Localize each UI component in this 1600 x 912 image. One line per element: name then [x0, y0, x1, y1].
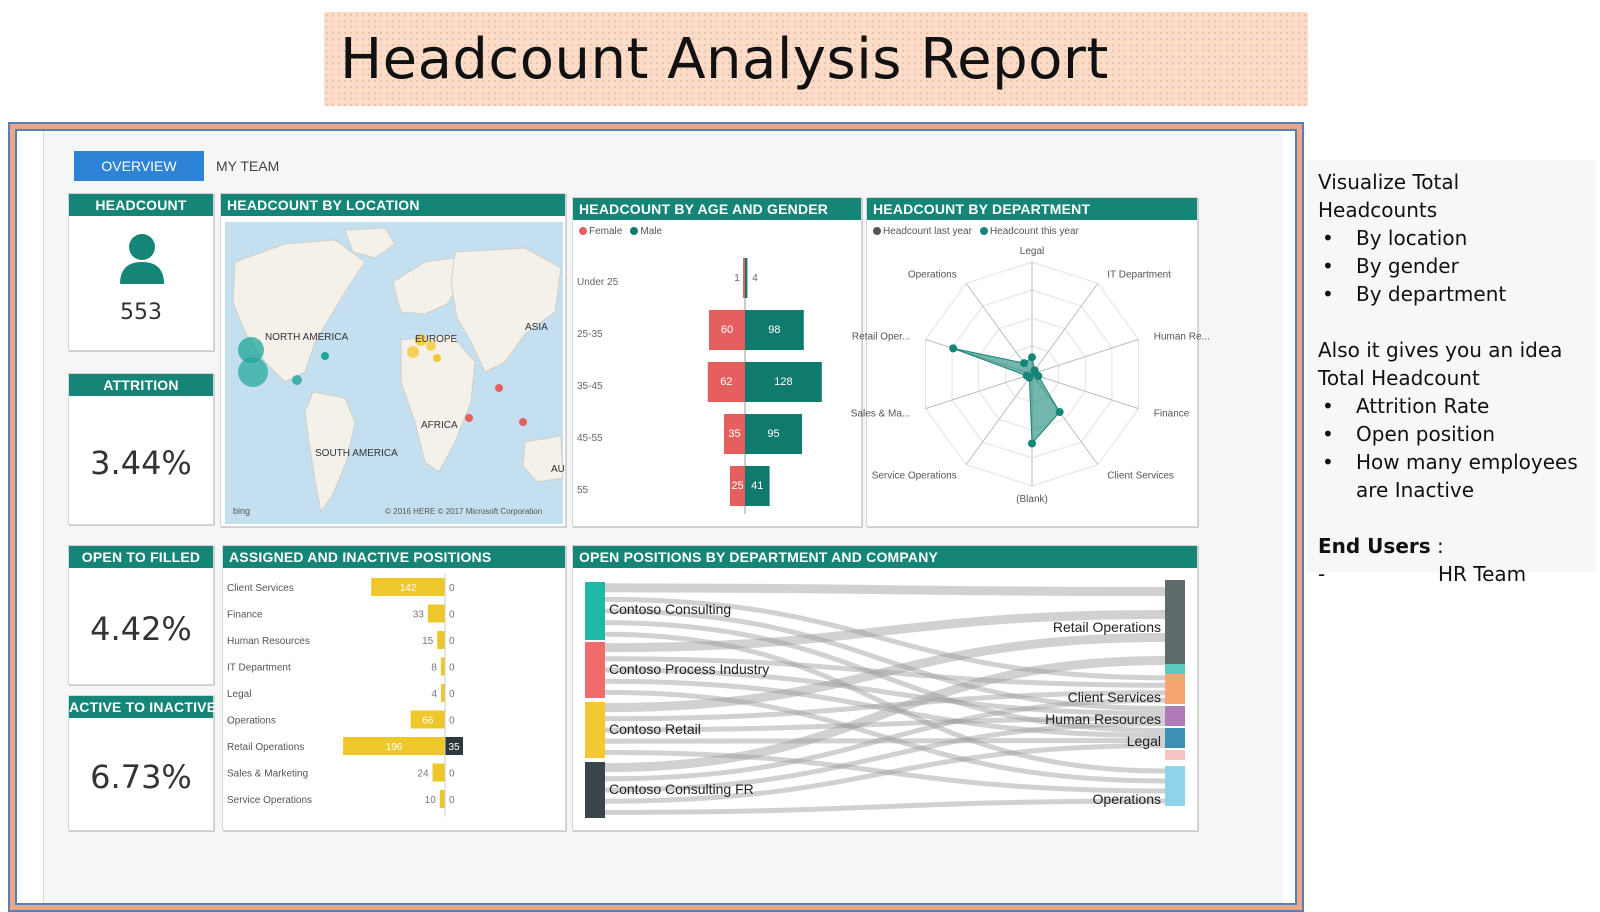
radar-point: [1020, 359, 1028, 367]
radar-spoke: [1032, 283, 1098, 374]
dashboard-frame-inner: [15, 129, 1297, 905]
radar-axis-label: IT Department: [1107, 269, 1171, 281]
notes-list-2: [1318, 392, 1584, 504]
radar-axis-label: Legal: [1019, 246, 1045, 257]
attrition-value: 3.44%: [90, 444, 192, 482]
region-label-europe: EUROPE: [415, 334, 458, 345]
region-label-au: AU: [551, 464, 565, 475]
assigned-value-label: 196: [385, 742, 403, 753]
radar-point: [1028, 353, 1036, 361]
assigned-value-label: 10: [424, 795, 436, 806]
notes-line-3: Total Headcount: [1318, 366, 1480, 390]
radar-point: [1056, 408, 1064, 416]
age-gender-card: [572, 197, 862, 527]
legend-last-year-label: Headcount last year: [883, 226, 972, 237]
position-category-label: Finance: [227, 609, 263, 621]
sankey-card: [572, 545, 1198, 831]
location-header: HEADCOUNT BY LOCATION: [221, 194, 565, 216]
male-value-label: 98: [768, 324, 781, 336]
radar-axis-label: Sales & Ma...: [850, 408, 911, 420]
sankey-right-node: [1165, 580, 1185, 672]
sankey-left-label: Contoso Process Industry: [609, 661, 770, 677]
region-label-asia: ASIA: [525, 322, 548, 333]
radar-axis-label: Human Re...: [1153, 331, 1210, 343]
page-title: Headcount Analysis Report: [340, 26, 1109, 92]
open-to-filled-header: OPEN TO FILLED: [69, 546, 213, 568]
inactive-value-label: 0: [449, 768, 455, 780]
active-to-inactive-value: 6.73%: [90, 758, 192, 796]
male-value-label: 4: [752, 273, 758, 284]
sankey-left-node: [585, 582, 605, 640]
end-users-line: [1318, 532, 1584, 560]
inactive-value-label: 0: [449, 689, 455, 700]
position-category-label: Retail Operations: [227, 742, 305, 753]
radar-axis-label: (Blank): [1016, 494, 1048, 505]
legend-this-year-label: Headcount this year: [989, 226, 1079, 237]
notes-heading: Visualize Total Headcounts: [1318, 170, 1460, 222]
tab-overview[interactable]: OVERVIEW: [74, 151, 204, 181]
dashboard-frame: [8, 122, 1304, 912]
positions-header: ASSIGNED AND INACTIVE POSITIONS: [223, 546, 565, 568]
department-radar-chart[interactable]: [850, 234, 1210, 524]
region-label-south-america: SOUTH AMERICA: [315, 448, 398, 459]
sankey-left-node: [585, 762, 605, 818]
sankey-right-node: [1165, 766, 1185, 806]
inactive-value-label: 0: [449, 715, 455, 727]
assigned-bar: [433, 764, 445, 782]
position-category-label: Client Services: [227, 583, 294, 594]
position-category-label: Human Resources: [227, 636, 310, 647]
inactive-value-label: 35: [448, 742, 460, 753]
sankey-left-label: Contoso Consulting: [609, 601, 732, 617]
notes-list-1: [1318, 224, 1584, 308]
sankey-right-node-small: [1165, 664, 1185, 674]
notes-item: • How many employees are Inactive: [1318, 448, 1584, 504]
radar-axis-label: Operations: [907, 269, 957, 281]
headcount-header: HEADCOUNT: [69, 194, 213, 216]
notes-item: • Open position: [1318, 420, 1584, 448]
male-bar: [745, 258, 747, 298]
sankey-right-node: [1165, 674, 1185, 704]
age-category-label: Under 25: [577, 277, 619, 288]
assigned-value-label: 33: [412, 609, 424, 621]
radar-series-this-year: [953, 348, 1059, 443]
sankey-left-label: Contoso Retail: [609, 721, 701, 737]
age-gender-chart[interactable]: [573, 234, 861, 524]
radar-point: [1034, 372, 1042, 380]
radar-point: [1028, 439, 1036, 447]
headcount-value: 553: [120, 300, 162, 325]
end-users-team-name: HR Team: [1438, 562, 1527, 586]
female-value-label: 1: [734, 273, 740, 284]
sankey-right-label: Client Services: [1067, 689, 1161, 705]
notes-line-2: Also it gives you an idea: [1318, 338, 1563, 362]
legend-male-label: Male: [640, 226, 663, 237]
attrition-card: [68, 373, 214, 525]
sankey-right-node-small: [1165, 750, 1185, 760]
female-value-label: 35: [728, 428, 741, 440]
assigned-bar: [437, 631, 445, 649]
assigned-value-label: 4: [431, 689, 437, 700]
tab-bar: [74, 151, 291, 181]
inactive-value-label: 0: [449, 795, 455, 806]
end-users-label: End Users: [1318, 534, 1431, 558]
notes-item: • By location: [1318, 224, 1584, 252]
male-value-label: 95: [767, 428, 780, 440]
assigned-bar: [441, 684, 445, 702]
active-to-inactive-header: ACTIVE TO INACTIVE: [69, 696, 213, 718]
assigned-value-label: 24: [417, 768, 429, 780]
sankey-right-label: Operations: [1092, 791, 1161, 807]
sankey-flow: [605, 588, 1165, 592]
inactive-value-label: 0: [449, 609, 455, 621]
legend-female-label: Female: [589, 226, 623, 237]
age-gender-header: HEADCOUNT BY AGE AND GENDER: [573, 198, 861, 220]
position-category-label: Sales & Marketing: [227, 768, 309, 780]
side-notes: [1306, 160, 1596, 586]
positions-card: [222, 545, 566, 831]
tab-my-team[interactable]: MY TEAM: [216, 158, 280, 174]
inactive-value-label: 0: [449, 662, 455, 674]
radar-axis-label: Client Services: [1107, 470, 1174, 482]
position-category-label: Legal: [227, 689, 252, 700]
female-value-label: 62: [720, 376, 733, 388]
position-category-label: Operations: [227, 715, 276, 727]
male-value-label: 41: [751, 480, 764, 492]
inactive-value-label: 0: [449, 636, 455, 647]
active-to-inactive-card: [68, 695, 217, 831]
open-to-filled-card: [68, 545, 214, 685]
age-category-label: 35-45: [577, 381, 603, 392]
assigned-bar: [440, 790, 445, 808]
sankey-chart[interactable]: [573, 570, 1197, 828]
assigned-value-label: 142: [399, 583, 417, 594]
world-map[interactable]: [225, 222, 563, 524]
sankey-right-label: Human Resources: [1045, 711, 1161, 727]
report-canvas: [43, 131, 1283, 903]
sankey-left-node: [585, 642, 605, 698]
sankey-header: OPEN POSITIONS BY DEPARTMENT AND COMPANY: [573, 546, 1197, 568]
map-attribution: © 2016 HERE © 2017 Microsoft Corporation: [385, 507, 543, 516]
end-users-dash: -: [1318, 562, 1326, 586]
sankey-right-node: [1165, 728, 1185, 748]
radar-axis-label: Retail Oper...: [851, 331, 911, 343]
department-card: [850, 197, 1210, 527]
headcount-card: [68, 193, 214, 351]
female-bar: [743, 258, 745, 298]
radar-axis-label: Finance: [1153, 408, 1190, 420]
sankey-right-label: Legal: [1126, 733, 1161, 749]
sankey-left-node: [585, 702, 605, 758]
radar-spoke: [966, 374, 1032, 465]
sankey-flow: [605, 801, 1165, 812]
sankey-right-label: Retail Operations: [1052, 619, 1161, 635]
positions-chart[interactable]: [223, 570, 565, 828]
age-category-label: 45-55: [577, 433, 603, 444]
region-label-north-america: NORTH AMERICA: [265, 332, 349, 343]
position-category-label: IT Department: [227, 662, 291, 674]
male-value-label: 128: [774, 376, 793, 388]
assigned-value-label: 15: [422, 636, 434, 647]
sankey-left-label: Contoso Consulting FR: [609, 781, 754, 797]
notes-item: • By gender: [1318, 252, 1584, 280]
attrition-header: ATTRITION: [69, 374, 213, 396]
location-card: [220, 193, 566, 527]
assigned-bar: [428, 605, 445, 623]
end-users-team: [1318, 560, 1584, 588]
position-category-label: Service Operations: [227, 795, 313, 806]
notes-item: • By department: [1318, 280, 1584, 308]
assigned-value-label: 66: [422, 715, 434, 727]
sankey-right-node: [1165, 706, 1185, 726]
department-header: HEADCOUNT BY DEPARTMENT: [867, 198, 1197, 220]
open-to-filled-value: 4.42%: [90, 610, 192, 648]
radar-point: [949, 344, 957, 352]
age-category-label: 25-35: [577, 329, 603, 340]
female-value-label: 25: [731, 480, 744, 492]
female-value-label: 60: [720, 324, 734, 336]
age-category-label: 55: [577, 485, 589, 496]
title-banner: [324, 12, 1308, 106]
inactive-value-label: 0: [449, 583, 455, 594]
radar-axis-label: Service Operations: [871, 470, 957, 482]
notes-item: • Attrition Rate: [1318, 392, 1584, 420]
assigned-value-label: 8: [431, 662, 437, 674]
region-label-africa: AFRICA: [421, 420, 458, 431]
map-logo: bing: [233, 506, 251, 516]
radar-point: [1023, 372, 1031, 380]
person-icon: [117, 232, 167, 286]
assigned-bar: [441, 658, 445, 676]
end-users-sep: :: [1430, 534, 1444, 558]
